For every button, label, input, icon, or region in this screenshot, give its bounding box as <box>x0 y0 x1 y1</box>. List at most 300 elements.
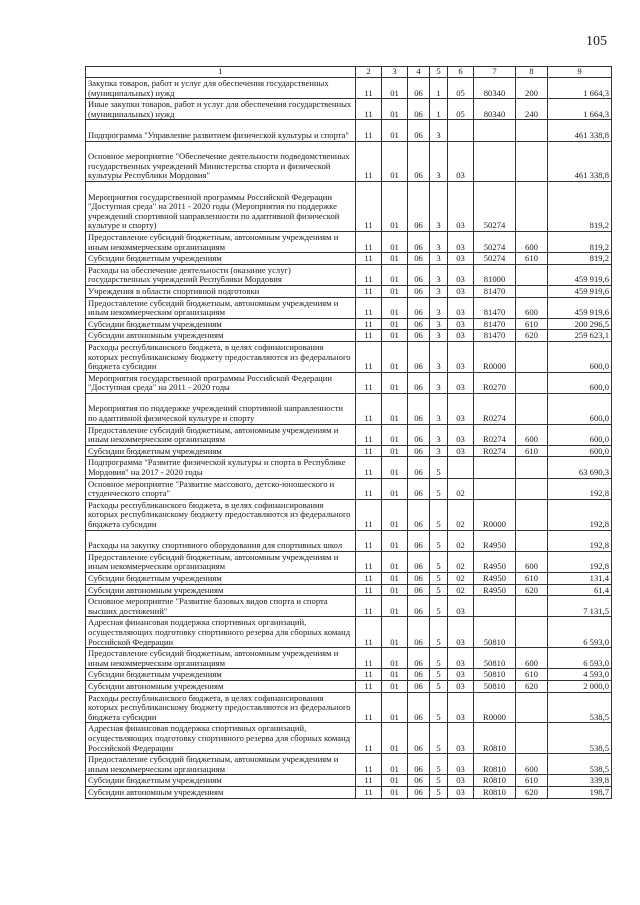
header-cell: 2 <box>356 67 382 78</box>
table-row <box>86 499 612 530</box>
code-2-cell: 11 <box>356 775 382 787</box>
code-2-cell: 11 <box>356 120 382 141</box>
item-name-cell: Подпрограмма "Управление развитием физической культуры и спорта" <box>86 120 356 141</box>
code-6-cell: 02 <box>448 499 474 530</box>
code-6-cell: 03 <box>448 372 474 393</box>
amount-cell: 7 131,5 <box>548 596 612 617</box>
code-4-cell: 06 <box>408 754 430 775</box>
table-row <box>86 584 612 596</box>
header-cell: 6 <box>448 67 474 78</box>
amount-cell: 6 593,0 <box>548 617 612 648</box>
code-7-cell: 50274 <box>474 253 516 265</box>
item-name-cell: Субсидии автономным учреждениям <box>86 330 356 342</box>
code-4-cell: 06 <box>408 530 430 551</box>
table-row <box>86 341 612 372</box>
item-name-cell: Предоставление субсидий бюджетным, автономным учреждениям и иным некоммерческим организациям <box>86 551 356 572</box>
code-2-cell: 11 <box>356 584 382 596</box>
table-row <box>86 393 612 424</box>
code-6-cell: 03 <box>448 231 474 252</box>
table-row <box>86 318 612 330</box>
code-5-cell: 5 <box>430 723 448 754</box>
item-name-cell: Субсидии автономным учреждениям <box>86 786 356 798</box>
code-8-cell <box>516 692 548 723</box>
code-6-cell: 05 <box>448 99 474 120</box>
code-3-cell: 01 <box>382 285 408 297</box>
code-3-cell: 01 <box>382 181 408 231</box>
code-3-cell: 01 <box>382 78 408 99</box>
amount-cell: 198,7 <box>548 786 612 798</box>
code-6-cell: 03 <box>448 393 474 424</box>
code-6-cell: 02 <box>448 551 474 572</box>
code-5-cell: 3 <box>430 318 448 330</box>
code-3-cell: 01 <box>382 478 408 499</box>
code-2-cell: 11 <box>356 393 382 424</box>
code-4-cell: 06 <box>408 99 430 120</box>
code-4-cell: 06 <box>408 297 430 318</box>
amount-cell: 459 919,6 <box>548 297 612 318</box>
code-8-cell <box>516 341 548 372</box>
item-name-cell: Предоставление субсидий бюджетным, автономным учреждениям и иным некоммерческим организациям <box>86 231 356 252</box>
code-2-cell: 11 <box>356 141 382 181</box>
code-2-cell: 11 <box>356 669 382 681</box>
code-6-cell <box>448 120 474 141</box>
code-7-cell: R0000 <box>474 692 516 723</box>
code-4-cell: 06 <box>408 617 430 648</box>
code-3-cell: 01 <box>382 297 408 318</box>
code-7-cell <box>474 141 516 181</box>
amount-cell: 6 593,0 <box>548 648 612 669</box>
amount-cell: 192,8 <box>548 499 612 530</box>
code-3-cell: 01 <box>382 253 408 265</box>
code-8-cell: 610 <box>516 669 548 681</box>
code-3-cell: 01 <box>382 723 408 754</box>
amount-cell: 461 338,8 <box>548 141 612 181</box>
code-7-cell: R0274 <box>474 393 516 424</box>
code-4-cell: 06 <box>408 231 430 252</box>
table-row <box>86 253 612 265</box>
table-row <box>86 330 612 342</box>
code-7-cell: R0000 <box>474 499 516 530</box>
code-6-cell: 03 <box>448 330 474 342</box>
code-3-cell: 01 <box>382 231 408 252</box>
code-6-cell <box>448 457 474 478</box>
table-row <box>86 692 612 723</box>
table-body <box>86 78 612 799</box>
code-4-cell: 06 <box>408 181 430 231</box>
code-2-cell: 11 <box>356 372 382 393</box>
code-3-cell: 01 <box>382 424 408 445</box>
item-name-cell: Предоставление субсидий бюджетным, автономным учреждениям и иным некоммерческим организациям <box>86 297 356 318</box>
item-name-cell: Предоставление субсидий бюджетным, автономным учреждениям и иным некоммерческим организациям <box>86 648 356 669</box>
amount-cell: 461 338,8 <box>548 120 612 141</box>
code-2-cell: 11 <box>356 264 382 285</box>
code-4-cell: 06 <box>408 786 430 798</box>
code-7-cell <box>474 457 516 478</box>
code-3-cell: 01 <box>382 692 408 723</box>
code-3-cell: 01 <box>382 584 408 596</box>
item-name-cell: Закупка товаров, работ и услуг для обеспечения государственных (муниципальных) нужд <box>86 78 356 99</box>
code-6-cell: 03 <box>448 264 474 285</box>
code-6-cell: 03 <box>448 141 474 181</box>
code-6-cell: 03 <box>448 253 474 265</box>
code-2-cell: 11 <box>356 617 382 648</box>
code-6-cell: 03 <box>448 181 474 231</box>
item-name-cell: Мероприятия по поддержке учреждений спортивной направленности по адаптивной физической культуре и спорту <box>86 393 356 424</box>
code-2-cell: 11 <box>356 181 382 231</box>
code-3-cell: 01 <box>382 499 408 530</box>
header-cell: 9 <box>548 67 612 78</box>
code-8-cell: 200 <box>516 78 548 99</box>
code-8-cell <box>516 530 548 551</box>
header-cell: 4 <box>408 67 430 78</box>
code-2-cell: 11 <box>356 318 382 330</box>
code-2-cell: 11 <box>356 231 382 252</box>
amount-cell: 459 919,6 <box>548 285 612 297</box>
amount-cell: 1 664,3 <box>548 78 612 99</box>
code-6-cell: 02 <box>448 478 474 499</box>
table-row <box>86 445 612 457</box>
code-4-cell: 06 <box>408 478 430 499</box>
item-name-cell: Мероприятия государственной программы Российской Федерации "Доступная среда" на 2011 - 2020 годы (Мероприятия по поддержке учреждений спортивной направленности по адаптивной физической культуре и спорту) <box>86 181 356 231</box>
code-8-cell <box>516 372 548 393</box>
amount-cell: 61,4 <box>548 584 612 596</box>
code-8-cell: 610 <box>516 445 548 457</box>
code-4-cell: 06 <box>408 584 430 596</box>
code-5-cell: 3 <box>430 445 448 457</box>
table-row <box>86 141 612 181</box>
code-3-cell: 01 <box>382 617 408 648</box>
code-5-cell: 3 <box>430 253 448 265</box>
code-8-cell: 600 <box>516 551 548 572</box>
code-5-cell: 3 <box>430 181 448 231</box>
code-8-cell: 620 <box>516 330 548 342</box>
code-3-cell: 01 <box>382 318 408 330</box>
code-8-cell: 600 <box>516 754 548 775</box>
page-number: 105 <box>586 34 607 49</box>
code-5-cell: 5 <box>430 669 448 681</box>
item-name-cell: Основное мероприятие "Развитие базовых видов спорта и спорта высших достижений" <box>86 596 356 617</box>
code-2-cell: 11 <box>356 341 382 372</box>
code-6-cell: 05 <box>448 78 474 99</box>
code-2-cell: 11 <box>356 445 382 457</box>
code-8-cell <box>516 723 548 754</box>
code-6-cell: 03 <box>448 692 474 723</box>
code-8-cell <box>516 499 548 530</box>
code-7-cell: 50810 <box>474 617 516 648</box>
code-7-cell: 81470 <box>474 318 516 330</box>
code-2-cell: 11 <box>356 424 382 445</box>
code-4-cell: 06 <box>408 341 430 372</box>
code-3-cell: 01 <box>382 573 408 585</box>
code-6-cell: 02 <box>448 530 474 551</box>
table-row <box>86 680 612 692</box>
item-name-cell: Адресная финансовая поддержка спортивных организаций, осуществляющих подготовку спортивного резерва для сборных команд Российской Федерации <box>86 617 356 648</box>
code-4-cell: 06 <box>408 445 430 457</box>
code-2-cell: 11 <box>356 723 382 754</box>
code-5-cell: 1 <box>430 78 448 99</box>
code-5-cell: 3 <box>430 120 448 141</box>
code-7-cell: R0810 <box>474 786 516 798</box>
code-8-cell: 620 <box>516 786 548 798</box>
code-8-cell: 240 <box>516 99 548 120</box>
table-row <box>86 754 612 775</box>
item-name-cell: Учреждения в области спортивной подготовки <box>86 285 356 297</box>
item-name-cell: Подпрограмма "Развитие физической культуры и спорта в Республике Мордовия" на 2017 - 2020 годы <box>86 457 356 478</box>
header-cell: 3 <box>382 67 408 78</box>
item-name-cell: Субсидии автономным учреждениям <box>86 584 356 596</box>
code-6-cell: 03 <box>448 680 474 692</box>
code-5-cell: 3 <box>430 264 448 285</box>
code-7-cell: R0810 <box>474 775 516 787</box>
code-3-cell: 01 <box>382 775 408 787</box>
code-2-cell: 11 <box>356 285 382 297</box>
code-6-cell: 03 <box>448 318 474 330</box>
code-3-cell: 01 <box>382 141 408 181</box>
code-5-cell: 5 <box>430 648 448 669</box>
code-5-cell: 5 <box>430 754 448 775</box>
code-7-cell: R0274 <box>474 445 516 457</box>
code-5-cell: 1 <box>430 99 448 120</box>
amount-cell: 200 296,5 <box>548 318 612 330</box>
code-2-cell: 11 <box>356 573 382 585</box>
code-8-cell <box>516 596 548 617</box>
amount-cell: 600,0 <box>548 445 612 457</box>
amount-cell: 339,8 <box>548 775 612 787</box>
code-5-cell: 5 <box>430 617 448 648</box>
code-7-cell: R0810 <box>474 723 516 754</box>
code-5-cell: 5 <box>430 478 448 499</box>
table-header-row <box>86 67 612 78</box>
code-3-cell: 01 <box>382 99 408 120</box>
amount-cell: 819,2 <box>548 181 612 231</box>
table-row <box>86 372 612 393</box>
code-2-cell: 11 <box>356 297 382 318</box>
code-3-cell: 01 <box>382 530 408 551</box>
table-row <box>86 775 612 787</box>
amount-cell: 192,8 <box>548 478 612 499</box>
table-row <box>86 669 612 681</box>
code-6-cell: 02 <box>448 584 474 596</box>
code-8-cell <box>516 264 548 285</box>
code-3-cell: 01 <box>382 457 408 478</box>
table-row <box>86 596 612 617</box>
code-2-cell: 11 <box>356 551 382 572</box>
item-name-cell: Основное мероприятие "Развитие массового, детско-юношеского и студенческого спорта" <box>86 478 356 499</box>
code-6-cell: 03 <box>448 285 474 297</box>
item-name-cell: Предоставление субсидий бюджетным, автономным учреждениям и иным некоммерческим организациям <box>86 424 356 445</box>
amount-cell: 538,5 <box>548 754 612 775</box>
code-8-cell <box>516 285 548 297</box>
code-2-cell: 11 <box>356 596 382 617</box>
code-8-cell: 600 <box>516 231 548 252</box>
code-6-cell: 03 <box>448 648 474 669</box>
item-name-cell: Расходы республиканского бюджета, в целях софинансирования которых республиканскому бюджету предоставляются из федерального бюджета субсидии <box>86 341 356 372</box>
item-name-cell: Предоставление субсидий бюджетным, автономным учреждениям и иным некоммерческим организациям <box>86 754 356 775</box>
item-name-cell: Субсидии бюджетным учреждениям <box>86 253 356 265</box>
code-4-cell: 06 <box>408 596 430 617</box>
code-2-cell: 11 <box>356 253 382 265</box>
code-3-cell: 01 <box>382 445 408 457</box>
table-row <box>86 617 612 648</box>
code-4-cell: 06 <box>408 680 430 692</box>
code-8-cell <box>516 393 548 424</box>
code-3-cell: 01 <box>382 120 408 141</box>
code-8-cell: 620 <box>516 680 548 692</box>
code-5-cell: 5 <box>430 775 448 787</box>
code-4-cell: 06 <box>408 264 430 285</box>
code-5-cell: 5 <box>430 499 448 530</box>
table-row <box>86 285 612 297</box>
code-5-cell: 3 <box>430 372 448 393</box>
code-3-cell: 01 <box>382 596 408 617</box>
table-row <box>86 424 612 445</box>
item-name-cell: Мероприятия государственной программы Российской Федерации "Доступная среда" на 2011 - 2020 годы <box>86 372 356 393</box>
code-5-cell: 5 <box>430 457 448 478</box>
code-3-cell: 01 <box>382 648 408 669</box>
code-4-cell: 06 <box>408 78 430 99</box>
code-5-cell: 3 <box>430 231 448 252</box>
item-name-cell: Расходы на обеспечение деятельности (оказание услуг) государственных учреждений Республики Мордовия <box>86 264 356 285</box>
code-7-cell: R4950 <box>474 584 516 596</box>
code-8-cell: 610 <box>516 775 548 787</box>
table-row <box>86 478 612 499</box>
code-5-cell: 5 <box>430 573 448 585</box>
amount-cell: 538,5 <box>548 692 612 723</box>
code-2-cell: 11 <box>356 680 382 692</box>
code-7-cell: 50274 <box>474 231 516 252</box>
item-name-cell: Субсидии бюджетным учреждениям <box>86 318 356 330</box>
code-5-cell: 5 <box>430 584 448 596</box>
amount-cell: 819,2 <box>548 231 612 252</box>
code-4-cell: 06 <box>408 648 430 669</box>
code-4-cell: 06 <box>408 253 430 265</box>
code-7-cell: 81470 <box>474 330 516 342</box>
code-4-cell: 06 <box>408 573 430 585</box>
table-row <box>86 573 612 585</box>
code-5-cell: 3 <box>430 141 448 181</box>
code-4-cell: 06 <box>408 393 430 424</box>
code-7-cell: R0270 <box>474 372 516 393</box>
code-7-cell: R0810 <box>474 754 516 775</box>
code-7-cell: R4950 <box>474 573 516 585</box>
code-8-cell: 620 <box>516 584 548 596</box>
item-name-cell: Иные закупки товаров, работ и услуг для обеспечения государственных (муниципальных) нужд <box>86 99 356 120</box>
code-4-cell: 06 <box>408 692 430 723</box>
code-8-cell <box>516 181 548 231</box>
code-4-cell: 06 <box>408 318 430 330</box>
item-name-cell: Расходы республиканского бюджета, в целях софинансирования которых республиканскому бюджету предоставляются из федерального бюджета субсидии <box>86 499 356 530</box>
code-5-cell: 3 <box>430 285 448 297</box>
amount-cell: 600,0 <box>548 341 612 372</box>
code-4-cell: 06 <box>408 457 430 478</box>
code-8-cell: 610 <box>516 318 548 330</box>
code-8-cell: 600 <box>516 297 548 318</box>
amount-cell: 459 919,6 <box>548 264 612 285</box>
amount-cell: 600,0 <box>548 393 612 424</box>
code-6-cell: 03 <box>448 617 474 648</box>
code-3-cell: 01 <box>382 680 408 692</box>
code-7-cell: 50274 <box>474 181 516 231</box>
item-name-cell: Адресная финансовая поддержка спортивных организаций, осуществляющих подготовку спортивного резерва для сборных команд Российской Федерации <box>86 723 356 754</box>
amount-cell: 819,2 <box>548 253 612 265</box>
code-2-cell: 11 <box>356 754 382 775</box>
table-row <box>86 231 612 252</box>
code-5-cell: 3 <box>430 424 448 445</box>
amount-cell: 259 623,1 <box>548 330 612 342</box>
code-6-cell: 03 <box>448 786 474 798</box>
amount-cell: 600,0 <box>548 372 612 393</box>
code-7-cell <box>474 478 516 499</box>
table-row <box>86 120 612 141</box>
code-6-cell: 03 <box>448 424 474 445</box>
code-5-cell: 3 <box>430 393 448 424</box>
code-7-cell <box>474 120 516 141</box>
item-name-cell: Субсидии бюджетным учреждениям <box>86 775 356 787</box>
code-5-cell: 5 <box>430 551 448 572</box>
code-4-cell: 06 <box>408 424 430 445</box>
code-4-cell: 06 <box>408 120 430 141</box>
code-6-cell: 03 <box>448 297 474 318</box>
code-8-cell <box>516 457 548 478</box>
amount-cell: 4 593,0 <box>548 669 612 681</box>
item-name-cell: Основное мероприятие "Обеспечение деятельности подведомственных государственных учреждений Министерства спорта и физической культуры Республики Мордовия" <box>86 141 356 181</box>
table-row <box>86 181 612 231</box>
code-7-cell: R0274 <box>474 424 516 445</box>
code-5-cell: 5 <box>430 680 448 692</box>
code-3-cell: 01 <box>382 786 408 798</box>
code-8-cell <box>516 478 548 499</box>
code-2-cell: 11 <box>356 78 382 99</box>
table-row <box>86 264 612 285</box>
code-3-cell: 01 <box>382 372 408 393</box>
code-8-cell: 610 <box>516 253 548 265</box>
code-3-cell: 01 <box>382 551 408 572</box>
amount-cell: 131,4 <box>548 573 612 585</box>
code-4-cell: 06 <box>408 141 430 181</box>
code-4-cell: 06 <box>408 499 430 530</box>
code-7-cell: R4950 <box>474 530 516 551</box>
code-2-cell: 11 <box>356 457 382 478</box>
code-7-cell: R0000 <box>474 341 516 372</box>
table-row <box>86 530 612 551</box>
code-3-cell: 01 <box>382 669 408 681</box>
table-row <box>86 551 612 572</box>
code-7-cell: 50810 <box>474 680 516 692</box>
code-4-cell: 06 <box>408 372 430 393</box>
item-name-cell: Субсидии бюджетным учреждениям <box>86 669 356 681</box>
code-2-cell: 11 <box>356 330 382 342</box>
code-7-cell: 50810 <box>474 669 516 681</box>
code-6-cell: 03 <box>448 669 474 681</box>
code-7-cell <box>474 596 516 617</box>
code-6-cell: 03 <box>448 723 474 754</box>
item-name-cell: Субсидии бюджетным учреждениям <box>86 445 356 457</box>
code-2-cell: 11 <box>356 786 382 798</box>
code-2-cell: 11 <box>356 478 382 499</box>
amount-cell: 538,5 <box>548 723 612 754</box>
table-row <box>86 297 612 318</box>
code-7-cell: 81000 <box>474 264 516 285</box>
header-cell: 5 <box>430 67 448 78</box>
code-3-cell: 01 <box>382 393 408 424</box>
code-4-cell: 06 <box>408 285 430 297</box>
code-7-cell: R4950 <box>474 551 516 572</box>
code-5-cell: 3 <box>430 341 448 372</box>
code-7-cell: 81470 <box>474 285 516 297</box>
code-2-cell: 11 <box>356 648 382 669</box>
code-2-cell: 11 <box>356 99 382 120</box>
table-row <box>86 99 612 120</box>
